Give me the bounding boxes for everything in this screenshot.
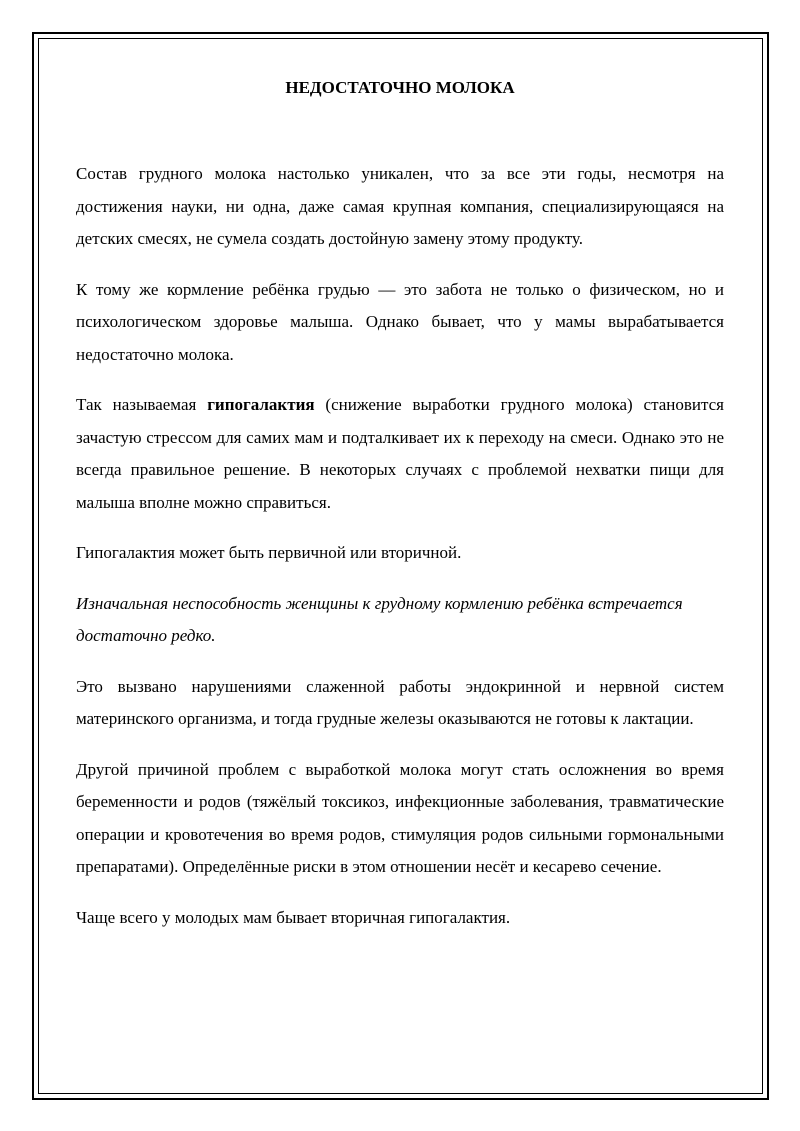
paragraph-endocrine: Это вызвано нарушениями слаженной работы эндокринной и нервной систем материнского организма, и тогда грудные железы оказываются не готовы к лактации. (76, 676, 724, 728)
document-title: НЕДОСТАТОЧНО МОЛОКА (285, 78, 515, 97)
paragraph-composition: Состав грудного молока настолько уникален, что за все эти годы, несмотря на достижения науки, ни одна, даже самая крупная компания, специализирующаяся на детских смесях, не сумела создать достойную замену этому продукту. (76, 164, 724, 248)
hypogalactia-term: гипогалактия (207, 395, 315, 414)
paragraph-secondary: Чаще всего у молодых мам бывает вторичная гипогалактия. (76, 907, 511, 927)
hypogalactia-text-after: (снижение выработки грудного молока) становится зачастую стрессом для самих мам и подталкивает их к переходу на смеси. Однако это не всегда правильное решение. В некоторых случаях с проблемой нехватки пищи для малыша вполне можно справиться. (76, 395, 724, 512)
paragraph-breastfeeding-care: К тому же кормление ребёнка грудью — это забота не только о физическом, но и психологическом здоровье малыша. Однако бывает, что у мамы вырабатывается недостаточно молока. (76, 279, 724, 364)
paragraph-italic-note: Изначальная неспособность женщины к грудному кормлению ребёнка встречается достаточно редко. (76, 593, 683, 645)
paragraph-hypogalactia (76, 389, 724, 519)
document-body (76, 76, 724, 952)
paragraph-complications: Другой причиной проблем с выработкой молока могут стать осложнения во время беременности и родов (тяжёлый токсикоз, инфекционные заболевания, травматические операции и кровотечения во время родов, стимуляция родов сильными гормональными препаратами). Определённые риски в этом отношении несёт и кесарево сечение. (76, 759, 724, 876)
paragraph-primary-secondary: Гипогалактия может быть первичной или вторичной. (76, 543, 462, 562)
hypogalactia-text-before: Так называемая (76, 395, 208, 414)
